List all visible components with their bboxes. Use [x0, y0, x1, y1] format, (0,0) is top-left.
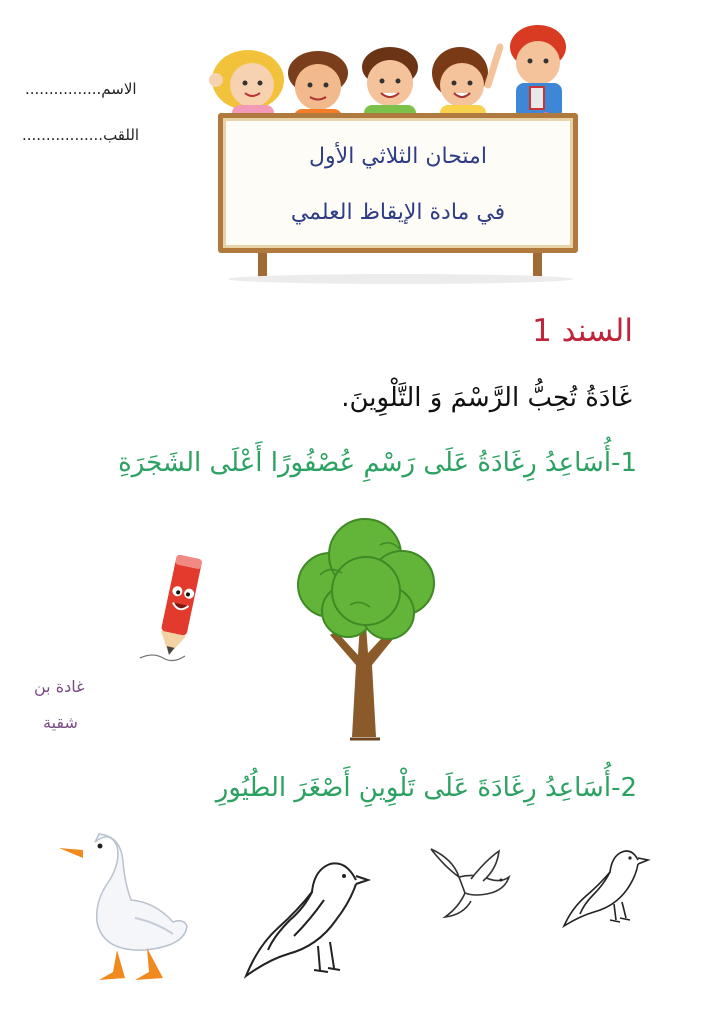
task-2-text: 2-أُسَاعِدُ رِغَادَةَ عَلَى تَلْوِينِ أَصْغَرَ الطُيُورِ [215, 773, 637, 803]
goose-illustration [55, 822, 195, 987]
board-title-line2: في مادة الإيقاظ العلمي [290, 200, 506, 225]
task-1-text: 1-أُسَاعِدُ رِغَادَةُ عَلَى رَسْمِ عُصْفُورًا أَعْلَى الشَجَرَةِ [118, 448, 637, 478]
surname-dots: ................. [22, 126, 104, 144]
dove-flying-illustration [425, 843, 515, 925]
name-field [25, 80, 137, 98]
bird-outline-small-illustration [560, 846, 650, 934]
tree-illustration [290, 515, 440, 740]
bird-outline-large-illustration [238, 850, 373, 990]
signature-line1: غادة بن [34, 677, 85, 696]
name-dots: ................ [25, 80, 102, 98]
surname-label: اللقب [103, 126, 140, 144]
name-label: الاسم [101, 80, 137, 98]
pencil-mascot-illustration [135, 548, 215, 668]
signature-line2: شقية [43, 713, 78, 732]
section-heading: السند 1 [532, 313, 633, 349]
board-title-line1: امتحان الثلاثي الأول [309, 144, 487, 169]
exam-title-board [218, 113, 578, 253]
surname-field [22, 126, 139, 144]
board-shadow [228, 274, 573, 284]
intro-text: غَادَةُ تُحِبُّ الرَّسْمَ وَ التَّلْوِينَ. [341, 383, 632, 413]
